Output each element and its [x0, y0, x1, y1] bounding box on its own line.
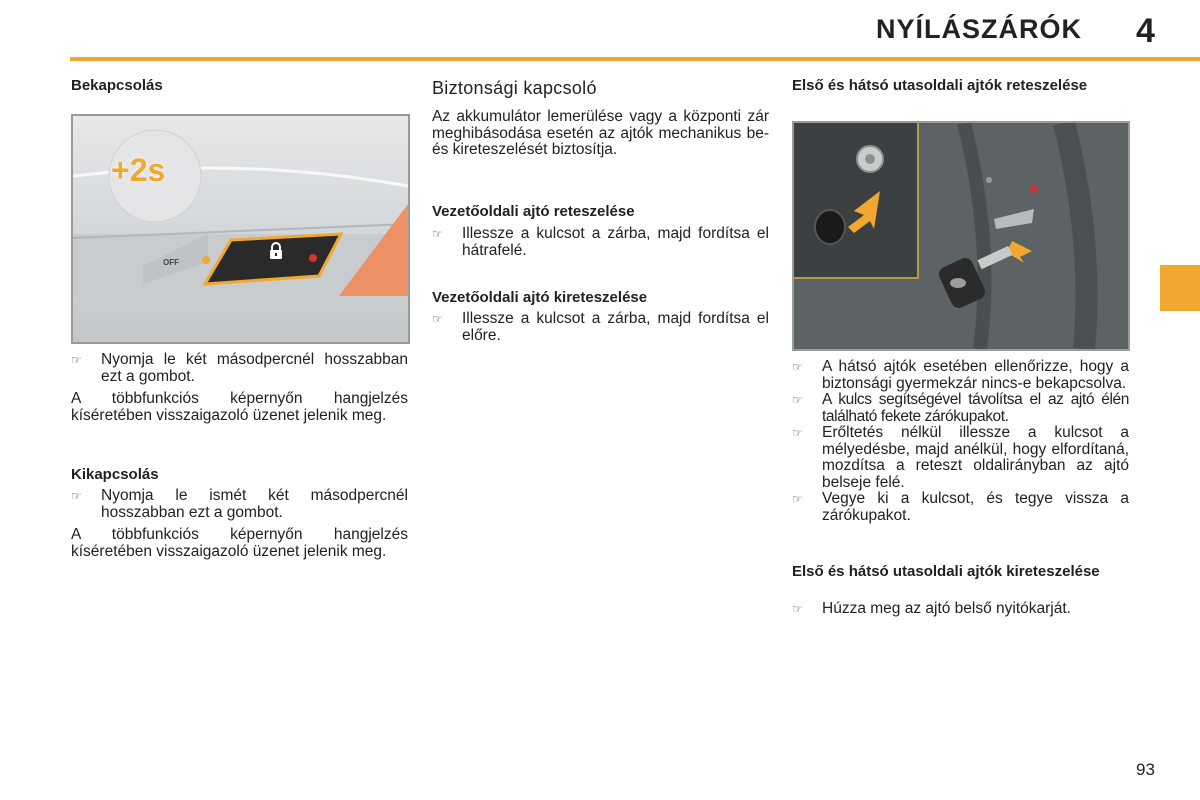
pointing-hand-icon: ☞ — [71, 353, 82, 367]
subheading-kireteszeles: Vezetőoldali ajtó kireteszelése — [432, 289, 648, 306]
bullet-on-text: Nyomja le két másodpercnél hosszabban ezt a gombot. — [101, 351, 408, 385]
pointing-hand-icon: ☞ — [792, 393, 803, 407]
heading-utasoldali-kireteszeles: Első és hátsó utasoldali ajtók kireteszelése — [792, 563, 1100, 580]
lock-button-figure — [73, 116, 408, 342]
pointing-hand-icon: ☞ — [792, 426, 803, 440]
chapter-number: 4 — [1136, 12, 1155, 50]
para-on: A többfunkciós képernyőn hangjelzés kíséretében visszaigazoló üzenet jelenik meg. — [71, 390, 408, 424]
bullet-on — [71, 352, 408, 385]
bullet-kireteszeles — [432, 311, 769, 344]
bullet-kulcs-text: Vegye ki a kulcsot, és tegye vissza a zárókupakot. — [822, 490, 1129, 524]
pointing-hand-icon: ☞ — [432, 312, 443, 326]
lock-icon — [269, 242, 283, 260]
subheading-reteszeles: Vezetőoldali ajtó reteszelése — [432, 203, 635, 220]
header-rule — [70, 57, 1200, 61]
bullet-off — [71, 488, 408, 521]
bullet-zarokupak-text: A kulcs segítségével távolítsa el az ajtó élén található fekete zárókupakot. — [822, 391, 1129, 425]
bullet-gyermekzar-text: A hátsó ajtók esetében ellenőrizze, hogy a biztonsági gyermekzár nincs-e bekapcsolva. — [822, 358, 1129, 392]
heading-bekapcsolas: Bekapcsolás — [71, 77, 163, 94]
bullet-retesz — [792, 425, 1129, 491]
heading-utasoldali-reteszeles: Első és hátsó utasoldali ajtók reteszelése — [792, 77, 1088, 94]
chapter-title: NYÍLÁSZÁRÓK — [876, 14, 1082, 44]
bullet-off-text: Nyomja le ismét két másodpercnél hosszabban ezt a gombot. — [101, 487, 408, 521]
para-off: A többfunkciós képernyőn hangjelzés kíséretében visszaigazoló üzenet jelenik meg. — [71, 526, 408, 560]
bullet-reteszeles-text: Illessze a kulcsot a zárba, majd fordítsa el hátrafelé. — [462, 225, 769, 259]
pointing-hand-icon: ☞ — [71, 489, 82, 503]
heading-kikapcsolas: Kikapcsolás — [71, 466, 159, 483]
pointing-hand-icon: ☞ — [792, 360, 803, 374]
two-second-badge: +2s — [111, 152, 166, 188]
bullet-reteszeles — [432, 226, 769, 259]
bullet-zarokupak — [792, 392, 1129, 425]
pointing-hand-icon: ☞ — [432, 227, 443, 241]
pointing-hand-icon: ☞ — [792, 492, 803, 506]
intro-paragraph: Az akkumulátor lemerülése vagy a központi zár meghibásodása esetén az ajtók mechanikus be- és kireteszelését biztosítja. — [432, 108, 769, 158]
bullet-gyermekzar — [792, 359, 1129, 392]
bullet-kulcs — [792, 491, 1129, 524]
bullet-nyitokar — [792, 601, 1129, 618]
bullet-retesz-text: Erőltetés nélkül illessze a kulcsot a mélyedésbe, majd anélkül, hogy elfordítaná, mozdítsa a reteszt oldalirányban az ajtó belseje felé. — [822, 424, 1129, 491]
pointing-hand-icon: ☞ — [792, 602, 803, 616]
button-illustration — [71, 114, 410, 344]
bullet-nyitokar-text: Húzza meg az ajtó belső nyitókarját. — [822, 600, 1071, 617]
door-lock-illustration — [792, 121, 1130, 351]
heading-biztonsagi-kapcsolo: Biztonsági kapcsoló — [432, 78, 597, 98]
bullet-kireteszeles-text: Illessze a kulcsot a zárba, majd fordítsa el előre. — [462, 310, 769, 344]
off-label: OFF — [163, 258, 179, 267]
door-edge-figure — [794, 123, 1128, 349]
chapter-tab-marker — [1160, 265, 1200, 311]
page-number: 93 — [1136, 760, 1155, 779]
